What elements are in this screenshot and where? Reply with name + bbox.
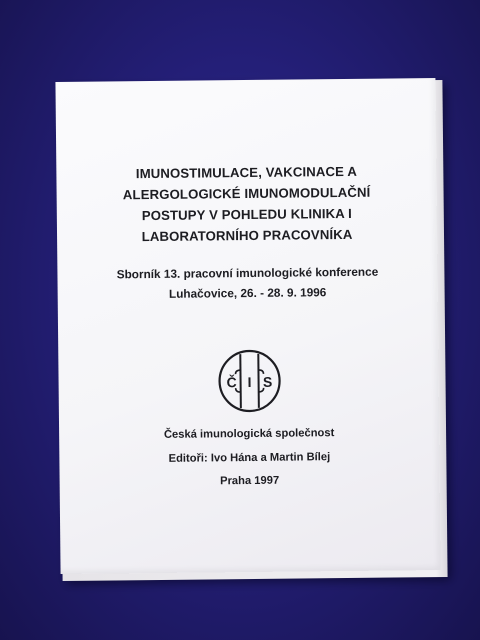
title-line: ALERGOLOGICKÉ IMUNOMODULAČNÍ [122, 184, 371, 203]
logo-letter-i: I [247, 373, 252, 391]
title-line: LABORATORNÍHO PRACOVNÍKA [141, 226, 353, 245]
venue-date-line: Luhačovice, 26. - 28. 9. 1996 [168, 285, 327, 301]
place-year: Praha 1997 [220, 474, 280, 488]
title-line: POSTUPY V POHLEDU KLINIKA I [141, 205, 352, 224]
logo-letter-c: Č [226, 374, 237, 391]
title-line: IMUNOSTIMULACE, VAKCINACE A [135, 163, 357, 182]
conference-line: Sborník 13. pracovní imunologické konference [116, 264, 379, 282]
book-title [56, 160, 437, 248]
logo-letter-s: S [262, 373, 273, 390]
book-cover [55, 78, 440, 574]
editors-line: Editoři: Ivo Hána a Martin Bílej [168, 451, 331, 465]
cis-society-logo-icon [216, 348, 283, 415]
book-subtitle [57, 261, 437, 305]
society-name: Česká imunologická společnost [163, 427, 335, 441]
